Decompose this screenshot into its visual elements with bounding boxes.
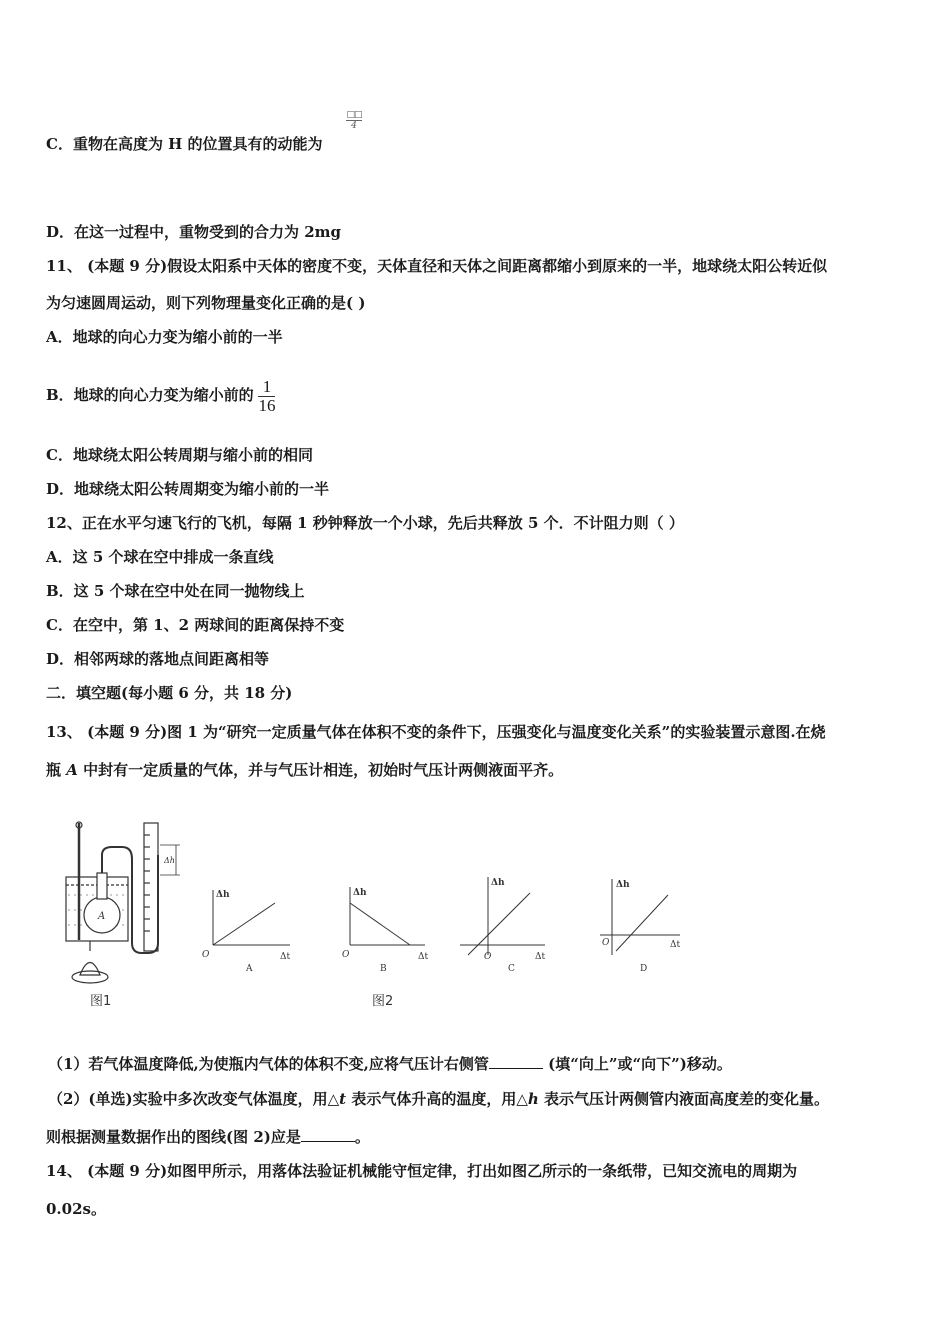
graph-d-x-label: Δt: [670, 940, 681, 950]
figure1-caption: 图1: [90, 994, 112, 1009]
flask-label: A: [98, 911, 106, 922]
q10-option-d: D．在这一过程中，重物受到的合力为 2mg: [46, 223, 342, 241]
q12-stem: 12、正在水平匀速飞行的飞机，每隔 1 秒钟释放一个小球，先后共释放 5 个．不计阻力则（ ）: [46, 514, 684, 532]
q11-option-b-fraction: $\frac{1}{16}$: [258, 376, 276, 415]
graph-d-line: [616, 895, 668, 951]
q12-option-a: A．这 5 个球在空中排成一条直线: [46, 548, 274, 566]
graph-b-origin: O: [342, 950, 350, 960]
graph-d-y-label: Δh: [616, 880, 630, 890]
burner-base: [72, 971, 108, 983]
q11-option-d: D．地球绕太阳公转周期变为缩小前的一半: [46, 480, 330, 498]
graph-c-label: C: [508, 964, 515, 974]
graph-a-y-label: Δh: [216, 890, 230, 900]
q12-option-d: D．相邻两球的落地点间距离相等: [46, 650, 270, 668]
q14-stem-line1: 14、 (本题 9 分)如图甲所示，用落体法验证机械能守恒定律，打出如图乙所示的一条纸带，已知交流电的周期为: [46, 1162, 798, 1180]
q12-option-c: C．在空中，第 1、2 两球间的距离保持不变: [46, 616, 345, 634]
graph-b-y-label: Δh: [353, 888, 367, 898]
q13-part2-line1: （2）(单选)实验中多次改变气体温度，用△t 表示气体升高的温度，用△h 表示气压计两侧管内液面高度差的变化量。: [48, 1090, 830, 1108]
graph-a-line: [213, 903, 275, 945]
q12-option-b: B．这 5 个球在空中处在同一抛物线上: [46, 582, 305, 600]
q13-figures: [60, 815, 710, 1015]
q11-stem-line1: 11、 (本题 9 分)假设太阳系中天体的密度不变，天体直径和天体之间距离都缩小到原来的一半，地球绕太阳公转近似: [46, 257, 828, 275]
section-2-heading: 二．填空题(每小题 6 分，共 18 分): [46, 684, 293, 702]
graph-c-x-label: Δt: [535, 952, 546, 962]
flask-neck: [97, 873, 107, 899]
q11-stem-line2: 为匀速圆周运动，则下列物理量变化正确的是( ): [46, 294, 366, 312]
q13-part1-blank: [489, 1054, 543, 1069]
graph-c: [460, 877, 545, 955]
q11-option-c: C．地球绕太阳公转周期与缩小前的相同: [46, 446, 313, 464]
q10-option-c: C．重物在高度为 H 的位置具有的动能为: [46, 135, 323, 153]
manometer-scale: [144, 823, 158, 951]
graph-c-line: [468, 893, 530, 955]
graph-a-x-label: Δt: [280, 952, 291, 962]
graph-d-origin: O: [602, 938, 610, 948]
graph-a-label: A: [246, 964, 253, 974]
q13-stem-line1: 13、 (本题 9 分)图 1 为“研究一定质量气体在体积不变的条件下，压强变化与温度变化关系”的实验装置示意图.在烧: [46, 723, 826, 741]
q13-stem-line2: 瓶 A 中封有一定质量的气体，并与气压计相连，初始时气压计两侧液面平齐。: [46, 761, 564, 779]
q10-option-c-fraction: □□ 4: [346, 110, 362, 131]
q11-option-b: B．地球的向心力变为缩小前的 $\frac{1}{16}$: [46, 376, 276, 415]
burner-flame: [80, 963, 100, 976]
graph-a-origin: O: [202, 950, 210, 960]
figure2-caption: 图2: [372, 994, 394, 1009]
graph-b-line: [350, 903, 410, 945]
q13-part2-blank: [301, 1127, 355, 1142]
q13-part1: （1）若气体温度降低,为使瓶内气体的体积不变,应将气压计右侧管 (填“向上”或“向下”)移动。: [48, 1055, 732, 1073]
q13-part2-line2: 则根据测量数据作出的图线(图 2)应是 。: [46, 1128, 370, 1146]
graph-d: [600, 879, 680, 955]
graph-b-label: B: [380, 964, 387, 974]
q11-option-a: A．地球的向心力变为缩小前的一半: [46, 328, 283, 346]
q14-stem-line2: 0.02s。: [46, 1200, 106, 1218]
dh-label: Δh: [164, 856, 175, 865]
graph-c-y-label: Δh: [491, 878, 505, 888]
graph-b-x-label: Δt: [418, 952, 429, 962]
figure1-apparatus: [66, 822, 180, 983]
graph-d-label: D: [640, 964, 648, 974]
graph-c-origin: O: [484, 952, 492, 962]
